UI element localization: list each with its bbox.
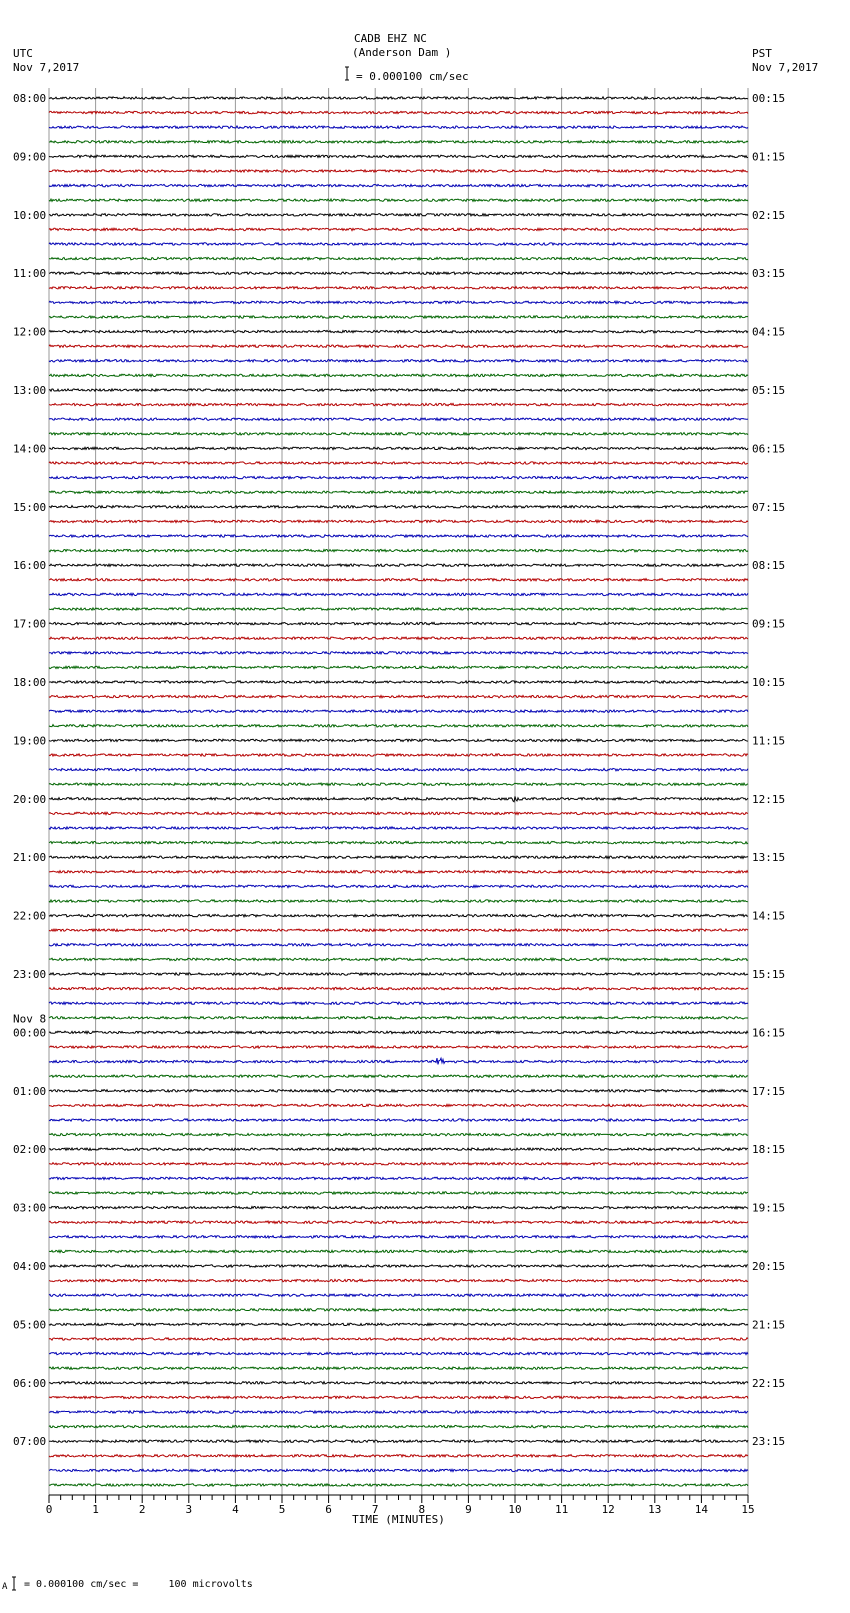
right-timezone: PST	[752, 47, 772, 60]
right-hour-label: 06:15	[752, 442, 786, 456]
left-hour-label: 20:00	[13, 792, 47, 806]
left-timezone: UTC	[13, 47, 33, 60]
trace-line	[49, 1309, 748, 1311]
trace-line	[49, 1250, 748, 1252]
trace-line	[49, 695, 748, 697]
trace-line	[49, 433, 748, 435]
right-hour-label: 15:15	[752, 968, 786, 981]
trace-line	[49, 1411, 748, 1413]
trace-line	[49, 856, 748, 858]
trace-line	[49, 929, 748, 931]
trace-line	[49, 1236, 748, 1238]
right-hour-label: 10:15	[752, 676, 786, 689]
footer-scale-text: = 0.000100 cm/sec = 100 microvolts	[24, 1579, 253, 1590]
trace-line	[49, 1469, 748, 1471]
scale-bar-text: = 0.000100 cm/sec	[356, 70, 469, 83]
trace-line	[49, 1338, 748, 1340]
right-hour-label: 20:15	[752, 1260, 786, 1273]
trace-line	[49, 549, 748, 551]
left-hour-label: 03:00	[13, 1201, 47, 1215]
trace-line	[49, 1119, 748, 1121]
right-hour-label: 00:15	[752, 92, 786, 105]
trace-line	[49, 944, 748, 946]
trace-line	[49, 637, 748, 639]
trace-line	[49, 1425, 748, 1427]
footer-scale-prefix: A	[2, 1582, 8, 1592]
left-hour-label: 12:00	[13, 325, 47, 339]
trace-line	[49, 111, 748, 113]
trace-line	[49, 155, 748, 157]
trace-line	[49, 608, 748, 610]
trace-line	[49, 535, 748, 537]
trace-line	[49, 827, 748, 829]
trace-line	[49, 652, 748, 654]
trace-line	[49, 506, 748, 508]
left-hour-label: 16:00	[13, 559, 47, 573]
left-hour-label: 09:00	[13, 150, 47, 164]
right-hour-label: 16:15	[752, 1026, 786, 1040]
trace-line	[49, 783, 748, 785]
trace-line	[49, 316, 748, 318]
trace-line	[49, 973, 748, 975]
trace-line	[49, 1017, 748, 1019]
right-hour-label: 04:15	[752, 325, 786, 339]
trace-line	[49, 141, 748, 143]
right-hour-label: 17:15	[752, 1084, 786, 1098]
right-hour-label: 03:15	[752, 267, 786, 281]
right-hour-label: 13:15	[752, 851, 786, 865]
trace-line	[49, 1367, 748, 1369]
trace-line	[49, 1192, 748, 1194]
trace-line	[49, 301, 748, 303]
right-hour-label: 05:15	[752, 384, 786, 397]
trace-line	[49, 199, 748, 201]
right-date: Nov 7,2017	[752, 61, 819, 74]
trace-line	[49, 900, 748, 902]
x-tick-label: 14	[694, 1503, 709, 1516]
trace-line	[49, 1294, 748, 1296]
left-hour-label: 01:00	[13, 1084, 47, 1098]
trace-line	[49, 754, 748, 756]
left-hour-label: 17:00	[13, 617, 47, 631]
left-hour-label: 07:00	[13, 1435, 47, 1449]
left-hour-label: 04:00	[13, 1260, 47, 1273]
left-hour-label: 00:00	[13, 1026, 47, 1040]
left-hour-label: 08:00	[13, 92, 47, 105]
x-tick-label: 8	[418, 1503, 426, 1516]
station-title: CADB EHZ NC	[354, 32, 427, 45]
trace-line	[49, 287, 748, 289]
left-hour-label: 06:00	[13, 1376, 47, 1390]
trace-line	[49, 389, 748, 391]
left-date: Nov 7,2017	[13, 61, 80, 74]
trace-line	[49, 593, 748, 595]
trace-line	[49, 1163, 748, 1165]
trace-line	[49, 126, 748, 128]
trace-line	[49, 1046, 748, 1048]
trace-line	[49, 841, 748, 843]
trace-line	[49, 871, 748, 873]
x-tick-label: 3	[185, 1503, 193, 1516]
trace-line	[49, 1090, 748, 1092]
x-tick-label: 15	[741, 1503, 755, 1516]
date-change-label: Nov 8	[13, 1012, 47, 1026]
trace-line	[49, 666, 748, 668]
right-hour-label: 12:15	[752, 792, 786, 806]
trace-line	[49, 725, 748, 727]
trace-line	[49, 1265, 748, 1267]
trace-line	[49, 1133, 748, 1135]
trace-line	[49, 345, 748, 347]
trace-line	[49, 812, 748, 814]
x-tick-label: 1	[92, 1503, 99, 1516]
trace-line	[49, 885, 748, 887]
x-tick-label: 7	[371, 1503, 379, 1516]
left-hour-label: 15:00	[13, 500, 47, 514]
trace-line	[49, 1352, 748, 1354]
right-hour-label: 19:15	[752, 1201, 786, 1215]
trace-line	[49, 1031, 748, 1033]
trace-line	[49, 914, 748, 916]
trace-line	[49, 768, 748, 770]
right-hour-label: 11:15	[752, 734, 786, 748]
right-hour-label: 18:15	[752, 1143, 786, 1157]
right-hour-label: 22:15	[752, 1376, 786, 1390]
trace-line	[49, 1221, 748, 1223]
left-hour-label: 22:00	[13, 909, 47, 923]
trace-line	[49, 1104, 748, 1106]
station-location: (Anderson Dam )	[352, 46, 452, 59]
trace-line	[49, 214, 748, 216]
trace-line	[49, 987, 748, 989]
trace-line	[49, 1148, 748, 1150]
left-hour-label: 05:00	[13, 1318, 47, 1332]
right-hour-label: 07:15	[752, 500, 786, 514]
x-tick-label: 4	[232, 1503, 239, 1516]
left-hour-label: 18:00	[13, 676, 47, 689]
trace-line	[49, 796, 748, 801]
trace-line	[49, 1382, 748, 1384]
x-tick-label: 6	[325, 1503, 332, 1516]
trace-line	[49, 330, 748, 332]
x-tick-label: 2	[138, 1503, 146, 1516]
left-hour-label: 11:00	[13, 267, 47, 281]
trace-line	[49, 958, 748, 960]
trace-line	[49, 170, 748, 172]
left-hour-label: 19:00	[13, 734, 47, 748]
right-hour-label: 23:15	[752, 1435, 786, 1449]
trace-line	[49, 1206, 748, 1208]
trace-line	[49, 447, 748, 449]
right-hour-label: 01:15	[752, 150, 786, 164]
x-tick-label: 5	[278, 1503, 286, 1516]
right-hour-label: 21:15	[752, 1318, 786, 1332]
x-tick-label: 13	[648, 1503, 662, 1516]
trace-line	[49, 710, 748, 712]
left-hour-label: 02:00	[13, 1143, 47, 1157]
trace-line	[49, 739, 748, 741]
left-hour-label: 21:00	[13, 851, 47, 865]
x-tick-label: 0	[45, 1503, 53, 1516]
trace-line	[49, 622, 748, 624]
x-tick-label: 12	[601, 1503, 615, 1516]
trace-line	[49, 564, 748, 566]
trace-line	[49, 491, 748, 493]
trace-line	[49, 1058, 748, 1064]
x-tick-label: 9	[465, 1503, 472, 1516]
right-hour-label: 09:15	[752, 617, 786, 631]
trace-line	[49, 462, 748, 464]
trace-line	[49, 520, 748, 522]
right-hour-label: 08:15	[752, 559, 786, 573]
trace-line	[49, 1396, 748, 1398]
trace-line	[49, 257, 748, 259]
trace-line	[49, 579, 748, 581]
trace-line	[49, 1075, 748, 1077]
trace-line	[49, 418, 748, 420]
left-hour-label: 14:00	[13, 442, 47, 456]
trace-line	[49, 1002, 748, 1004]
right-hour-label: 14:15	[752, 909, 786, 923]
left-hour-label: 23:00	[13, 968, 47, 981]
trace-line	[49, 1323, 748, 1325]
trace-line	[49, 97, 748, 99]
trace-line	[49, 1279, 748, 1281]
trace-line	[49, 1177, 748, 1179]
trace-line	[49, 272, 748, 274]
left-hour-label: 10:00	[13, 208, 47, 222]
trace-line	[49, 374, 748, 376]
trace-line	[49, 184, 748, 186]
trace-line	[49, 1440, 748, 1442]
trace-line	[49, 228, 748, 230]
trace-line	[49, 243, 748, 245]
trace-line	[49, 360, 748, 362]
x-tick-label: 10	[508, 1503, 522, 1516]
trace-line	[49, 1455, 748, 1457]
x-axis-label: TIME (MINUTES)	[352, 1513, 445, 1526]
trace-line	[49, 681, 748, 683]
trace-line	[49, 1484, 748, 1486]
x-tick-label: 11	[554, 1503, 569, 1516]
trace-line	[49, 403, 748, 405]
trace-line	[49, 476, 748, 478]
right-hour-label: 02:15	[752, 208, 786, 222]
left-hour-label: 13:00	[13, 384, 47, 397]
